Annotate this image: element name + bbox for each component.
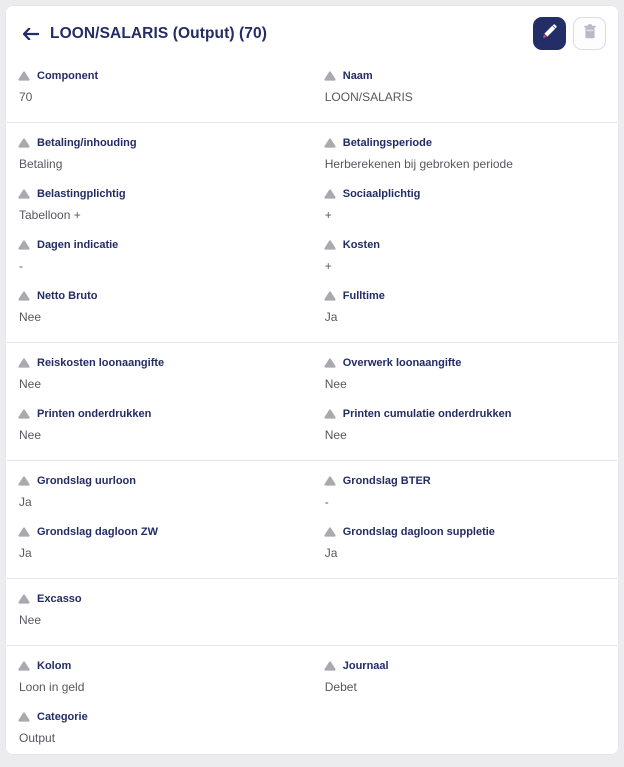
- field: [324, 187, 606, 223]
- lock-icon: [324, 476, 336, 486]
- field: [18, 238, 324, 274]
- field-grid: [18, 356, 606, 458]
- lock-icon: [324, 138, 336, 148]
- page-title: LOON/SALARIS (Output) (70): [50, 24, 267, 42]
- field-label-row: [18, 659, 324, 673]
- header-actions: [533, 17, 606, 50]
- field-label-row: [324, 136, 606, 150]
- field-value: -: [324, 495, 329, 509]
- field-value: Herberekenen bij gebroken periode: [324, 157, 513, 171]
- back-arrow-icon: [23, 28, 39, 40]
- lock-icon: [18, 240, 30, 250]
- field-label: Naam: [342, 70, 373, 82]
- field-label-row: [18, 474, 324, 488]
- field-value: Tabelloon +: [19, 208, 81, 222]
- lock-icon: [18, 291, 30, 301]
- field-sections: [6, 56, 618, 755]
- field-grid: [18, 136, 606, 340]
- field-value: Ja: [324, 310, 338, 324]
- field: [18, 592, 324, 628]
- field-label: Betalingsperiode: [342, 137, 432, 149]
- lock-icon: [324, 291, 336, 301]
- field-label: Journaal: [342, 660, 389, 672]
- field: [324, 525, 606, 561]
- lock-icon: [324, 240, 336, 250]
- field: [18, 474, 324, 510]
- field-label: Overwerk loonaangifte: [342, 357, 462, 369]
- field-label: Excasso: [37, 593, 82, 605]
- lock-icon: [18, 476, 30, 486]
- field-label-row: [18, 407, 324, 421]
- field: [18, 187, 324, 223]
- field-section: [6, 646, 618, 755]
- back-button[interactable]: [20, 23, 42, 45]
- field: [324, 474, 606, 510]
- field-value: Ja: [19, 495, 32, 509]
- field: [324, 69, 606, 105]
- field: [18, 356, 324, 392]
- field-value: Nee: [19, 428, 42, 442]
- field-label: Component: [37, 70, 99, 82]
- field-label-row: [18, 356, 324, 370]
- field: [324, 289, 606, 325]
- field-label: Reiskosten loonaangifte: [37, 357, 165, 369]
- field-label-row: [324, 238, 606, 252]
- field-label: Kosten: [342, 239, 381, 251]
- edit-button[interactable]: [533, 17, 566, 50]
- detail-card: [5, 5, 619, 755]
- field: [324, 238, 606, 274]
- field-section: [6, 56, 618, 122]
- lock-icon: [18, 358, 30, 368]
- field-label: Belastingplichtig: [37, 188, 126, 200]
- lock-icon: [18, 527, 30, 537]
- lock-icon: [324, 661, 336, 671]
- lock-icon: [18, 661, 30, 671]
- field-label-row: [18, 187, 324, 201]
- field-label-row: [18, 289, 324, 303]
- field-value: Nee: [19, 613, 42, 627]
- field-label: Fulltime: [342, 290, 385, 302]
- field-value: Nee: [19, 310, 42, 324]
- field-value: Ja: [324, 546, 338, 560]
- field: [18, 136, 324, 172]
- field-label-row: [324, 525, 606, 539]
- field-label-row: [18, 238, 324, 252]
- lock-icon: [18, 712, 30, 722]
- field-label-row: [324, 407, 606, 421]
- field: [324, 356, 606, 392]
- field-label-row: [18, 69, 324, 83]
- field-label: Grondslag BTER: [342, 475, 431, 487]
- field-grid: [18, 474, 606, 576]
- field-label: Printen onderdrukken: [37, 408, 152, 420]
- field-label: Netto Bruto: [37, 290, 98, 302]
- field-value: Nee: [324, 377, 347, 391]
- field-label: Grondslag dagloon suppletie: [342, 526, 495, 538]
- field-label: Categorie: [37, 711, 88, 723]
- field-label-row: [18, 710, 324, 724]
- field: [18, 69, 324, 105]
- field-label: Dagen indicatie: [37, 239, 119, 251]
- field-label: Sociaalplichtig: [342, 188, 421, 200]
- field-value: Loon in geld: [19, 680, 85, 694]
- field-section: [6, 461, 618, 578]
- field-section: [6, 123, 618, 342]
- field-label-row: [324, 69, 606, 83]
- field-value: -: [19, 259, 23, 273]
- lock-icon: [324, 71, 336, 81]
- lock-icon: [18, 189, 30, 199]
- field-grid: [18, 69, 606, 120]
- field-value: +: [324, 208, 332, 222]
- field: [18, 407, 324, 443]
- field-grid: [18, 659, 606, 755]
- lock-icon: [18, 594, 30, 604]
- field: [324, 407, 606, 443]
- field-label: Betaling/inhouding: [37, 137, 137, 149]
- field-grid: [18, 592, 606, 643]
- field-value: +: [324, 259, 332, 273]
- field-label: Printen cumulatie onderdrukken: [342, 408, 512, 420]
- field-label-row: [18, 525, 324, 539]
- field-label: Kolom: [37, 660, 72, 672]
- lock-icon: [18, 71, 30, 81]
- field: [324, 659, 606, 695]
- field: [324, 136, 606, 172]
- lock-icon: [18, 409, 30, 419]
- field: [18, 710, 324, 746]
- field-label-row: [18, 592, 324, 606]
- trash-icon: [583, 24, 597, 44]
- pencil-icon: [542, 24, 557, 44]
- field: [18, 289, 324, 325]
- field-value: Nee: [19, 377, 42, 391]
- field-label-row: [324, 474, 606, 488]
- field-label: Grondslag dagloon ZW: [37, 526, 158, 538]
- field-label-row: [324, 289, 606, 303]
- field-value: Debet: [324, 680, 357, 694]
- field-label-row: [18, 136, 324, 150]
- field-label: Grondslag uurloon: [37, 475, 136, 487]
- field-value: Ja: [19, 546, 32, 560]
- card-header: [6, 6, 618, 56]
- delete-button[interactable]: [573, 17, 606, 50]
- field-label-row: [324, 187, 606, 201]
- lock-icon: [324, 189, 336, 199]
- field-label-row: [324, 659, 606, 673]
- field: [18, 659, 324, 695]
- lock-icon: [324, 358, 336, 368]
- field-section: [6, 579, 618, 645]
- field: [18, 525, 324, 561]
- field-section: [6, 343, 618, 460]
- lock-icon: [324, 409, 336, 419]
- lock-icon: [324, 527, 336, 537]
- field-value: LOON/SALARIS: [324, 90, 413, 104]
- field-value: 70: [19, 90, 33, 104]
- field-value: Nee: [324, 428, 347, 442]
- lock-icon: [18, 138, 30, 148]
- field-label-row: [324, 356, 606, 370]
- field-value: Output: [19, 731, 56, 745]
- field-value: Betaling: [19, 157, 63, 171]
